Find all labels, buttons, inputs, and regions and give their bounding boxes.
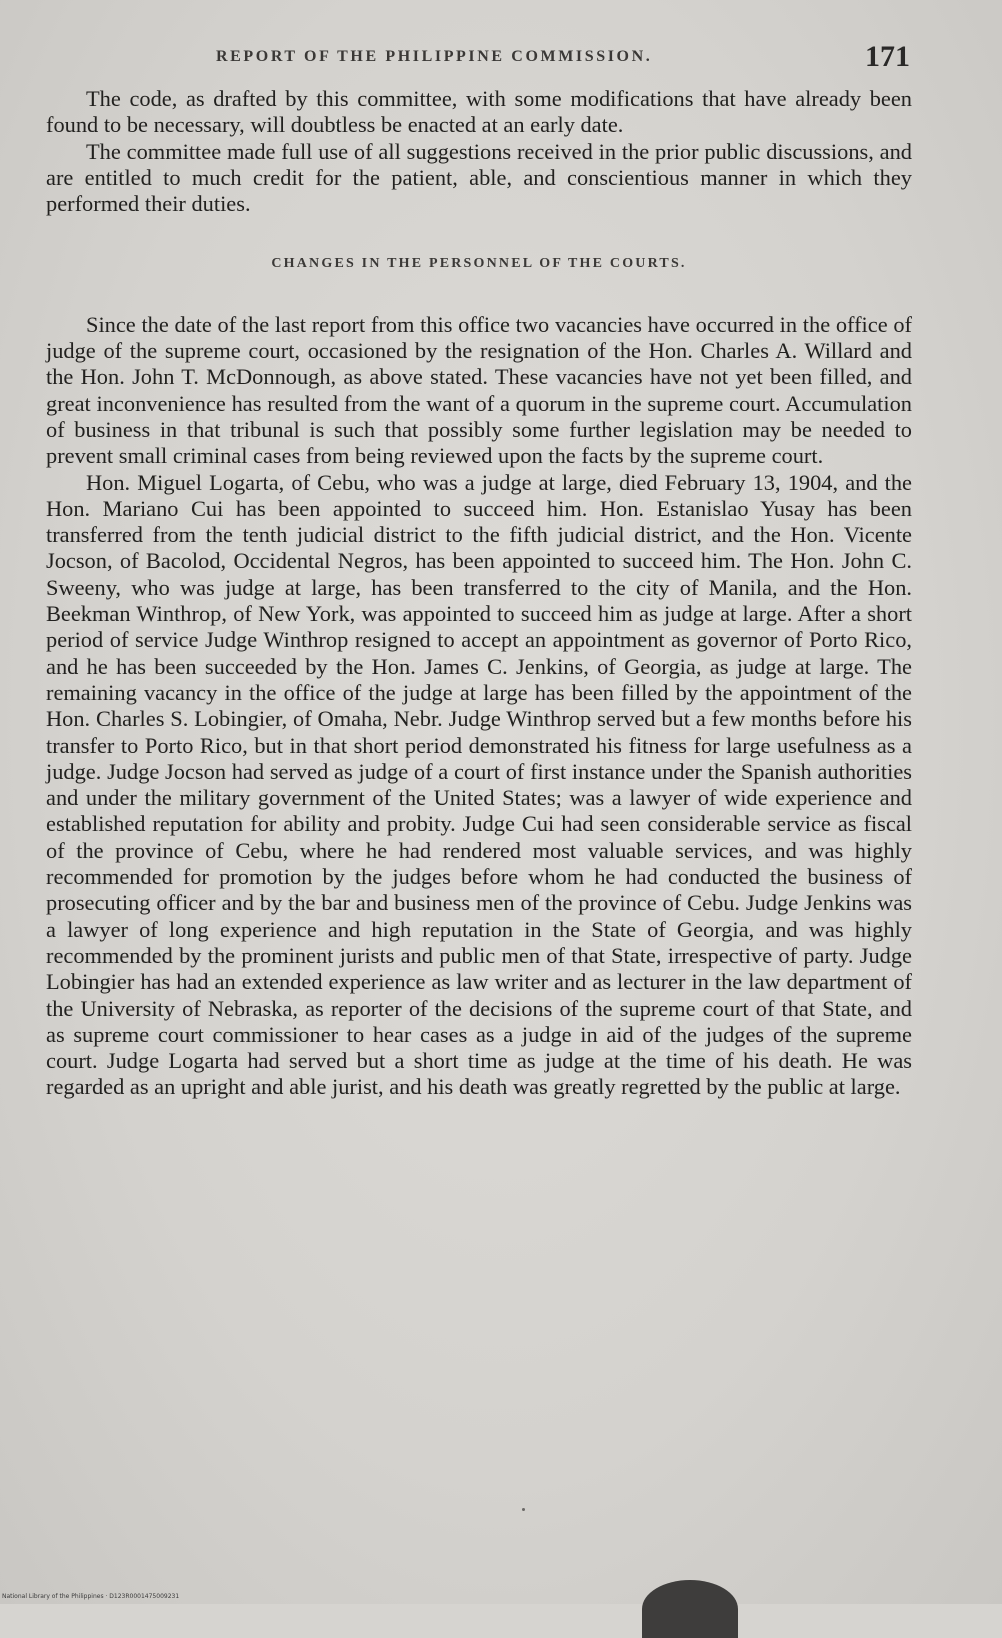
body-text xyxy=(46,86,912,1101)
paragraph-supreme-court-vacancies: Since the date of the last report from this office two vacancies have occurred in the office of judge of the supreme court, occasioned by the resignation of the Hon. Charles A. Willard and the Hon. John T. McDonnough, as above stated. These vacancies have not yet been filled, and great inconvenience has resulted from the want of a quorum in the supreme court. Accumulation of business in that tribunal is such that possibly some further legislation may be needed to prevent small criminal cases from being reviewed upon the facts by the supreme court. xyxy=(46,311,912,469)
page-header xyxy=(60,40,920,86)
paragraph-code-enactment: The code, as drafted by this committee, with some modifications that have already been found to be necessary, will doubtless be enacted at an early date. xyxy=(46,86,912,138)
paragraph-committee-credit: The committee made full use of all suggestions received in the prior public discussions, and are entitled to much credit for the patient, able, and conscientious manner in which they performed their duties. xyxy=(46,138,912,217)
scan-artifact xyxy=(642,1580,738,1638)
section-heading: CHANGES IN THE PERSONNEL OF THE COURTS. xyxy=(271,256,687,272)
paragraph-judicial-appointments: Hon. Miguel Logarta, of Cebu, who was a judge at large, died February 13, 1904, and the Hon. Mariano Cui has been appointed to succeed him. Hon. Estanislao Yusay has been transferred from the tenth judicial district to the fifth judicial district, and the Hon. Vicente Jocson, of Bacolod, Occidental Negros, has been appointed to succeed him. The Hon. John C. Sweeny, who was judge at large, has been transferred to the city of Manila, and the Hon. Beekman Winthrop, of New York, was appointed to succeed him as judge at large. After a short period of service Judge Winthrop resigned to accept an appointment as governor of Porto Rico, and he has been succeeded by the Hon. James C. Jenkins, of Georgia, as judge at large. The remaining vacancy in the office of the judge at large has been filled by the appointment of the Hon. Charles S. Lobingier, of Omaha, Nebr. Judge Winthrop served but a few months before his transfer to Porto Rico, but in that short period demonstrated his fitness for large usefulness as a judge. Judge Jocson had served as judge of a court of first instance under the Spanish authorities and under the military government of the United States; was a lawyer of wide experience and established reputation for ability and probity. Judge Cui had seen considerable service as fiscal of the province of Cebu, where he had rendered most valuable services, and was highly recommended for promotion by the judges before whom he had conducted the business of prosecuting officer and by the bar and business men of the province of Cebu. Judge Jenkins was a lawyer of long experience and high reputation in the State of Georgia, and was highly recommended by the prominent jurists and public men of that State, irrespective of party. Judge Lobingier has had an extended experience as law writer and as lecturer in the law department of the University of Nebraska, as reporter of the decisions of the supreme court of that State, and as supreme court commissioner to hear cases as a judge in aid of the judges of the supreme court. Judge Logarta had served but a short time as judge at the time of his death. He was regarded as an upright and able jurist, and his death was greatly regretted by the public at large. xyxy=(46,469,912,1100)
page-number: 171 xyxy=(865,40,910,73)
print-speck xyxy=(522,1508,525,1511)
running-head: REPORT OF THE PHILIPPINE COMMISSION. xyxy=(216,48,653,65)
footer-credit: National Library of the Philippines · D123R0001475009231 xyxy=(2,1593,180,1600)
